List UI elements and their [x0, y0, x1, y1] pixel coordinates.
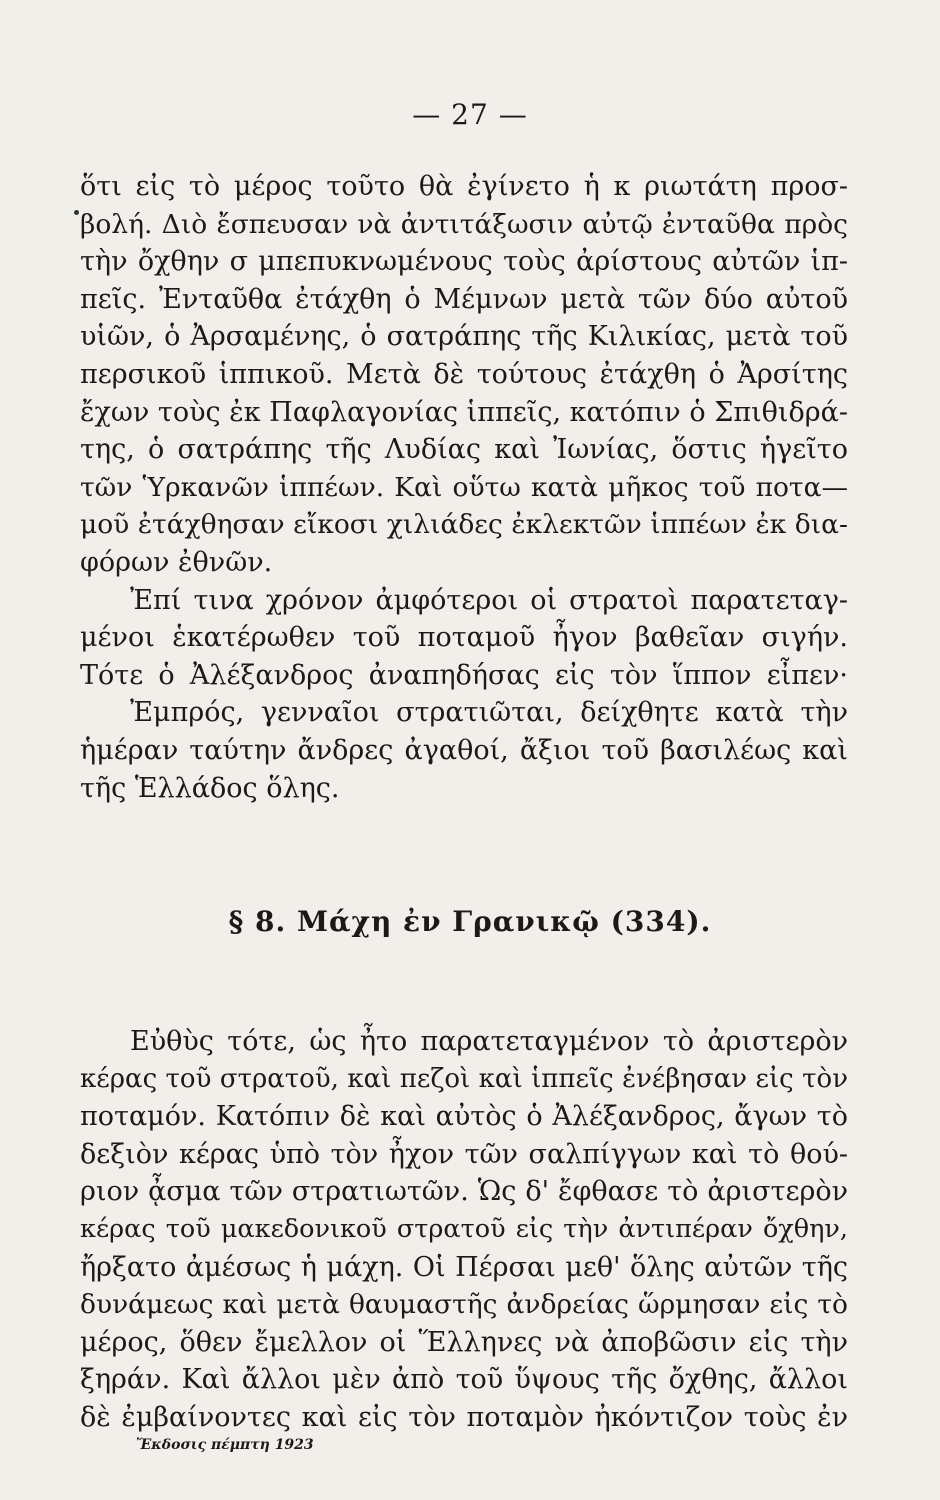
text-line: φόρων ἐθνῶν.: [80, 546, 273, 578]
text-line: ριον ᾆσμα τῶν στρατιωτῶν. Ὡς δ' ἔφθασε τὸ ἀριστερὸν: [80, 1176, 848, 1208]
text-line: Ἐπί τινα χρόνον ἀμφότεροι οἱ στρατοὶ παρατεταγ-: [130, 584, 848, 616]
text-line: τὴν ὄχθην σ μπεπυκνωμένους τοὺς ἀρίστους αὐτῶν ἱπ-: [80, 246, 848, 278]
text-line: μοῦ ἐτάχθησαν εἴκοσι χιλιάδες ἐκλεκτῶν ἱππέων ἐκ δια-: [80, 509, 848, 541]
text-line: δὲ ἐμβαίνοντες καὶ εἰς τὸν ποταμὸν ἠκόντιζον τοὺς ἐν: [80, 1401, 848, 1433]
text-line: Ἐμπρός, γενναῖοι στρατιῶται, δείχθητε κατὰ τὴν: [130, 697, 848, 729]
section-heading: § 8. Μάχη ἐν Γρανικῷ (334).: [228, 905, 712, 938]
text-line: τῶν Ὑρκανῶν ἱππέων. Καὶ οὕτω κατὰ μῆκος τοῦ ποτα—: [80, 471, 848, 503]
text-line: δυνάμεως καὶ μετὰ θαυμαστῆς ἀνδρείας ὥρμησαν εἰς τὸ: [80, 1289, 848, 1321]
text-line: δεξιὸν κέρας ὑπὸ τὸν ἦχον τῶν σαλπίγγων καὶ τὸ θού-: [80, 1138, 848, 1170]
ink-speck: [74, 210, 79, 215]
page-number: — 27 —: [412, 98, 528, 131]
text-line: ἡμέραν ταύτην ἄνδρες ἀγαθοί, ἄξιοι τοῦ βασιλέως καὶ: [80, 734, 848, 766]
text-line: βολή. Διὸ ἔσπευσαν νὰ ἀντιτάξωσιν αὐτῷ ἐνταῦθα πρὸς: [80, 208, 848, 240]
text-line: μέρος, ὅθεν ἔμελλον οἱ Ἕλληνες νὰ ἀποβῶσιν εἰς τὴν: [80, 1326, 848, 1358]
text-line: ξηράν. Καὶ ἄλλοι μὲν ἀπὸ τοῦ ὕψους τῆς ὄχθης, ἄλλοι: [80, 1364, 848, 1396]
edition-footnote: Ἔκδοσις πέμπτη 1923: [136, 1437, 314, 1453]
text-line: περσικοῦ ἱππικοῦ. Μετὰ δὲ τούτους ἐτάχθη ὁ Ἀρσίτης: [80, 358, 848, 390]
text-line: Εὐθὺς τότε, ὡς ἦτο παρατεταγμένον τὸ ἀριστερὸν: [130, 1026, 848, 1057]
text-line: κέρας τοῦ στρατοῦ, καὶ πεζοὶ καὶ ἱππεῖς ἐνέβησαν εἰς τὸν: [80, 1063, 848, 1094]
text-block-lower: [80, 1023, 848, 1437]
text-line: υἱῶν, ὁ Ἀρσαμένης, ὁ σατράπης τῆς Κιλικίας, μετὰ τοῦ: [80, 321, 848, 353]
text-line: τῆς Ἑλλάδος ὅλης.: [80, 772, 340, 804]
text-line: ἔχων τοὺς ἐκ Παφλαγονίας ἱππεῖς, κατόπιν ὁ Σπιθιδρά-: [80, 396, 848, 428]
text-line: κέρας τοῦ μακεδονικοῦ στρατοῦ εἰς τὴν ἀντιπέραν ὄχθην,: [80, 1213, 848, 1244]
text-line: πεῖς. Ἐνταῦθα ἐτάχθη ὁ Μέμνων μετὰ τῶν δύο αὐτοῦ: [80, 283, 848, 315]
text-block-upper: [80, 168, 848, 807]
text-line: ἤρξατο ἀμέσως ἡ μάχη. Οἱ Πέρσαι μεθ' ὅλης αὐτῶν τῆς: [80, 1251, 848, 1283]
text-line: Τότε ὁ Ἀλέξανδρος ἀναπηδήσας εἰς τὸν ἵππον εἶπεν·: [80, 659, 848, 691]
text-line: της, ὁ σατράπης τῆς Λυδίας καὶ Ἰωνίας, ὅστις ἡγεῖτο: [80, 434, 848, 466]
text-line: μένοι ἑκατέρωθεν τοῦ ποταμοῦ ἦγον βαθεῖαν σιγήν.: [80, 622, 848, 654]
text-line: ποταμόν. Κατόπιν δὲ καὶ αὐτὸς ὁ Ἀλέξανδρος, ἄγων τὸ: [80, 1101, 848, 1133]
text-line: ὅτι εἰς τὸ μέρος τοῦτο θὰ ἐγίνετο ἡ κ ριωτάτη προσ-: [80, 171, 848, 202]
